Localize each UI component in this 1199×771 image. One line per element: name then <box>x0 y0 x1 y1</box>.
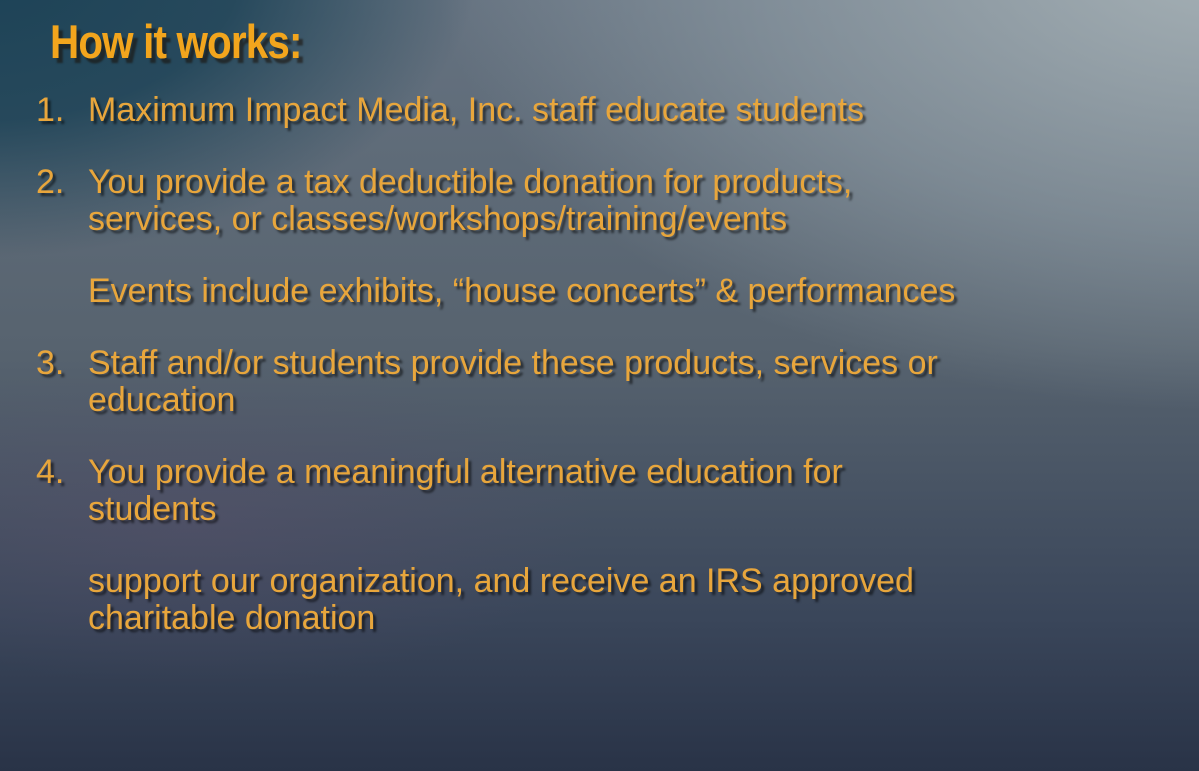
list-item-number: 1. <box>36 91 65 129</box>
list-item-2 <box>0 164 1199 238</box>
list-item-number: 3. <box>36 344 65 382</box>
list-subitem-support <box>0 563 1199 637</box>
list-item-text: education <box>88 381 236 419</box>
slide-title: How it works: <box>50 15 302 68</box>
list-item-text: You provide a meaningful alternative education for <box>88 453 843 491</box>
list-item-3 <box>0 345 1199 419</box>
list-item-text: Staff and/or students provide these products, services or <box>88 344 938 382</box>
list-item-text: You provide a tax deductible donation for products, <box>88 163 853 201</box>
list-item-text: Maximum Impact Media, Inc. staff educate students <box>88 91 865 129</box>
list-item-text: support our organization, and receive an IRS approved <box>88 562 914 600</box>
list-item-4 <box>0 454 1199 528</box>
list-item-text: charitable donation <box>88 599 376 637</box>
slide-body <box>0 92 1199 672</box>
list-item-text: services, or classes/workshops/training/events <box>88 200 788 238</box>
list-subitem-events <box>0 273 1199 310</box>
list-item-1 <box>0 92 1199 129</box>
list-item-text: Events include exhibits, “house concerts” & performances <box>88 272 956 310</box>
list-item-text: students <box>88 490 217 528</box>
list-item-number: 4. <box>36 453 65 491</box>
list-item-number: 2. <box>36 163 65 201</box>
